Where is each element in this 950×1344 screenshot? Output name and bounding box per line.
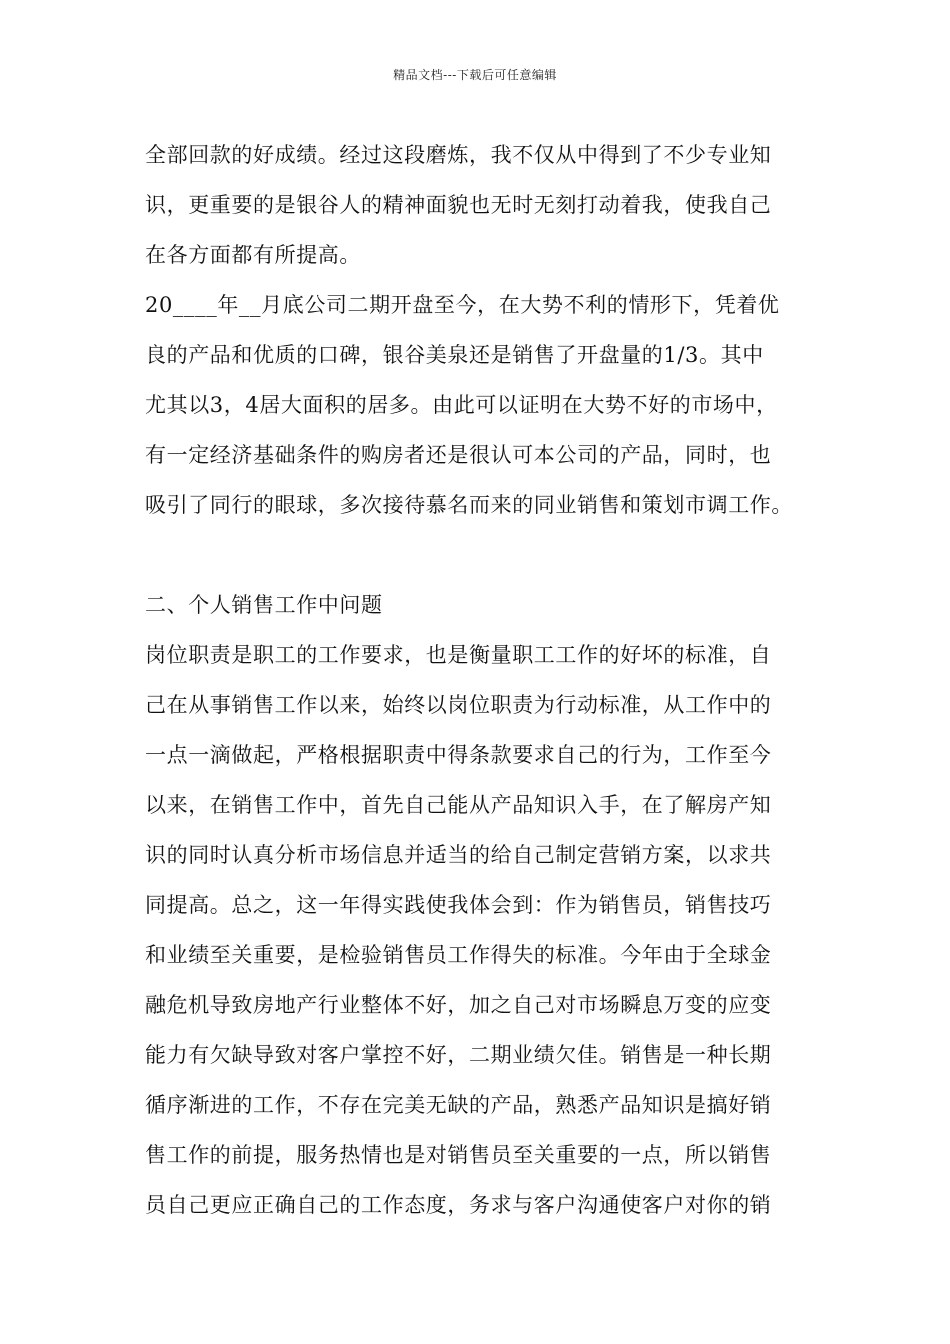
paragraph-line: 和业绩至关重要，是检验销售员工作得失的标准。今年由于全球金	[145, 943, 772, 967]
section-heading	[145, 580, 825, 630]
paragraph-line: 售工作的前提，服务热情也是对销售员至关重要的一点，所以销售	[145, 1143, 772, 1167]
paragraph-line: 循序渐进的工作，不存在完美无缺的产品，熟悉产品知识是搞好销	[145, 1093, 772, 1117]
paragraph-line: 在各方面都有所提高。	[145, 243, 361, 267]
paragraph-line: 识的同时认真分析市场信息并适当的给自己制定营销方案，以求共	[145, 843, 772, 867]
paragraph-line: 一点一滴做起，严格根据职责中得条款要求自己的行为，工作至今	[145, 743, 772, 767]
paragraph-2	[145, 280, 825, 530]
paragraph-line: 良的产品和优质的口碑，银谷美泉还是销售了开盘量的1/3。其中	[145, 343, 764, 367]
section-heading-text: 二、个人销售工作中问题	[145, 593, 383, 617]
paragraph-line: 吸引了同行的眼球，多次接待慕名而来的同业销售和策划市调工作。	[145, 493, 793, 517]
page-header: 精品文档---下载后可任意编辑	[393, 68, 557, 82]
document-body	[145, 130, 825, 1230]
paragraph-line: 同提高。总之，这一年得实践使我体会到：作为销售员，销售技巧	[145, 893, 772, 917]
paragraph-line: 20____年__月底公司二期开盘至今，在大势不利的情形下，凭着优	[145, 293, 780, 317]
paragraph-line: 全部回款的好成绩。经过这段磨炼，我不仅从中得到了不少专业知	[145, 143, 772, 167]
paragraph-line: 尤其以3，4居大面积的居多。由此可以证明在大势不好的市场中，	[145, 393, 778, 417]
paragraph-line: 有一定经济基础条件的购房者还是很认可本公司的产品，同时，也	[145, 443, 772, 467]
paragraph-1	[145, 130, 825, 280]
paragraph-line: 识，更重要的是银谷人的精神面貌也无时无刻打动着我，使我自己	[145, 193, 772, 217]
paragraph-line: 以来，在销售工作中，首先自己能从产品知识入手，在了解房产知	[145, 793, 772, 817]
paragraph-line: 员自己更应正确自己的工作态度，务求与客户沟通使客户对你的销	[145, 1193, 772, 1217]
paragraph-line: 己在从事销售工作以来，始终以岗位职责为行动标准，从工作中的	[145, 693, 772, 717]
paragraph-line: 岗位职责是职工的工作要求，也是衡量职工工作的好坏的标准，自	[145, 643, 772, 667]
paragraph-line: 能力有欠缺导致对客户掌控不好，二期业绩欠佳。销售是一种长期	[145, 1043, 772, 1067]
paragraph-line: 融危机导致房地产行业整体不好，加之自己对市场瞬息万变的应变	[145, 993, 772, 1017]
paragraph-3	[145, 630, 825, 1230]
blank-line	[145, 530, 825, 580]
